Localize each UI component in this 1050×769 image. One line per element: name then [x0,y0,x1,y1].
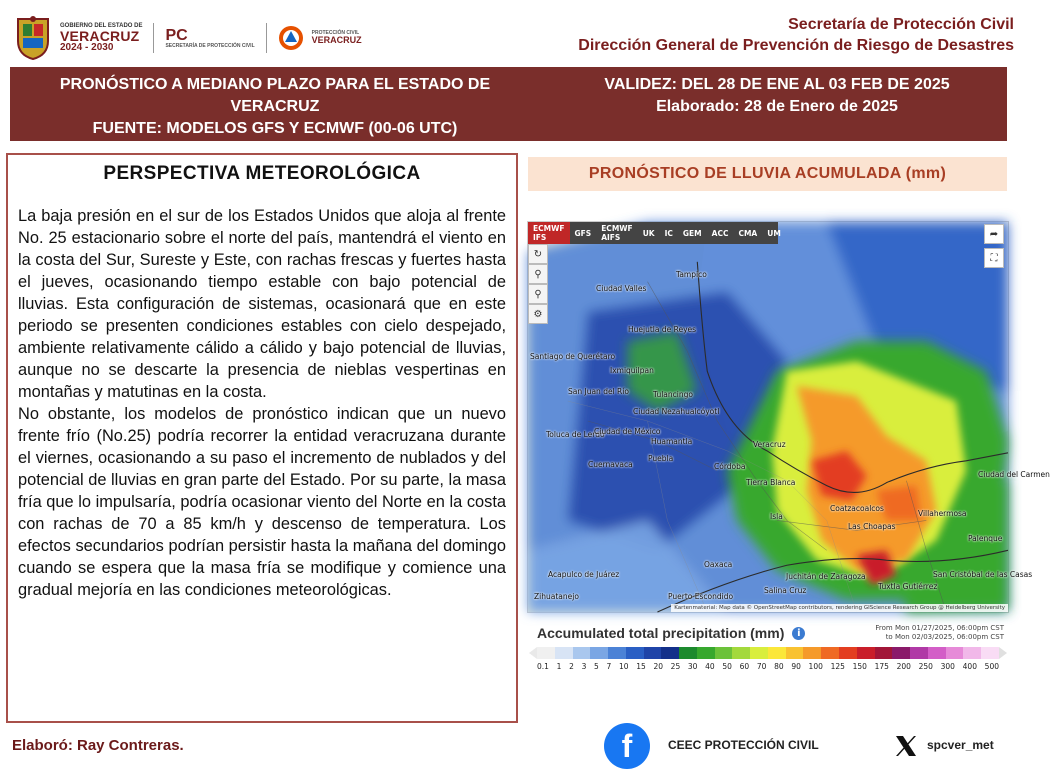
legend-color-cell [786,647,804,659]
legend-color-cell [803,647,821,659]
legend-tick-label: 400 [962,662,977,671]
legend-color-cell [590,647,608,659]
legend-tick-label: 3 [581,662,587,671]
legend-tick-label: 15 [636,662,646,671]
civil-protection-logo [312,31,362,45]
logo-divider [153,23,154,53]
legend-tick-label: 20 [653,662,663,671]
legend-arrow-right [999,647,1007,659]
forecast-elaborated-date: Elaborado: 28 de Enero de 2025 [656,98,898,115]
city-label: Huejutla de Reyes [628,325,697,334]
forecast-source: FUENTE: MODELOS GFS Y ECMWF (00-06 UTC) [92,120,458,137]
perspective-paragraph: No obstante, los modelos de pronóstico indican que un nuevo frente frío (No.25) podría recorrer la entidad veracruzana durante el viernes, ocasionando a su paso el incremento de nublados y del potencial de lluvias en gran parte del Estado. Por su parte, la masa fría que lo impulsaría, podría ocasionar viento del Norte en la costa con rachas de 70 a 85 km/h y descenso de temperatura. Los efectos secundarios podrían persistir hasta la mañana del domingo cuando se espera que la masa fría se modifique y comience una gradual mejoría en las condiciones meteorológicas. [18,405,506,599]
tab-ecmwf-ifs[interactable]: ECMWF IFS [528,222,570,244]
legend-tick-label: 7 [606,662,612,671]
legend-color-cell [946,647,964,659]
legend-color-cell [910,647,928,659]
legend-color-cell [821,647,839,659]
government-label: GOBIERNO DEL ESTADO DE [60,23,143,29]
city-label: Veracruz [753,440,786,449]
forecast-title: PRONÓSTICO A MEDIANO PLAZO PARA EL ESTADO DE VERACRUZ [59,76,491,115]
legend-color-cell [661,647,679,659]
legend-color-cell [537,647,555,659]
tab-gfs[interactable]: GFS [574,228,592,238]
city-label: Acapulco de Juárez [548,570,620,579]
legend-color-cell [715,647,733,659]
city-label: San Juan del Río [568,387,629,396]
refresh-icon[interactable]: ↻ [528,244,548,264]
tab-ic[interactable]: IC [664,228,673,238]
legend-color-cell [768,647,786,659]
legend-ticks [537,662,999,671]
tab-acc[interactable]: ACC [711,228,729,238]
logo-divider [266,23,267,53]
perspective-paragraph: La baja presión en el sur de los Estados Unidos que aloja al frente No. 25 estacionario sobre el norte del país, mantendrá el viento en la costa del Sur, Sureste y Este, con rachas frescas y fuertes hasta el jueves, ocasionando tiempo estable con bajo potencial de lluvias. Esta configuración de sistemas, ocasionará que en este periodo se presenten condiciones estables con cielo despejado, ambiente relativamente cálido a cálido y bajo potencial de lluvias, aunque no se descarte la presencia de nieblas vespertinas en montañas y matutinas en la costa. [18,207,506,401]
legend-color-cell [963,647,981,659]
city-label: Las Choapas [848,522,896,531]
city-label: Juchitán de Zaragoza [786,572,866,581]
tab-cma[interactable]: CMA [738,228,758,238]
header-logos [14,12,362,64]
legend-tick-label: 300 [940,662,955,671]
legend-dates [875,624,1004,642]
rain-forecast-title: PRONÓSTICO DE LLUVIA ACUMULADA (mm) [528,157,1007,191]
city-label: Coatzacoalcos [830,504,884,513]
banner-right [557,74,997,118]
city-label: Ciudad Nezahualcóyotl [633,407,720,416]
legend-tick-label: 0.1 [537,662,549,671]
legend-tick-label: 250 [918,662,933,671]
forecast-banner [10,67,1007,141]
tab-ecmwf-aifs[interactable]: ECMWF AIFS [601,224,633,242]
legend-tick-label: 25 [670,662,681,671]
legend-tick-label: 5 [594,662,599,671]
legend-tick-label: 60 [739,662,750,671]
legend-tick-label: 2 [569,662,574,671]
legend-color-cell [981,647,999,659]
legend-tick-label: 90 [791,662,801,671]
pc-logo [165,28,254,49]
legend-color-cell [555,647,573,659]
legend-color-cell [732,647,750,659]
city-label: Tampico [676,270,707,279]
city-label: Puebla [648,454,674,463]
city-label: Toluca de Lerdo [546,430,605,439]
city-label: Oaxaca [704,560,733,569]
pc-acronym: PC [165,26,188,44]
civil-protection-emblem-icon [278,25,304,51]
legend-tick-label: 175 [874,662,889,671]
city-label: Córdoba [714,462,746,471]
author-credit: Elaboró: Ray Contreras. [12,737,184,754]
legend-tick-label: 100 [808,662,823,671]
legend-color-cell [697,647,715,659]
facebook-icon[interactable]: f [604,723,650,769]
city-label: Villahermosa [918,509,967,518]
city-label: Cuernavaca [588,460,633,469]
legend-to: to Mon 02/03/2025, 06:00pm CST [885,633,1004,641]
share-icon[interactable]: ➦ [984,224,1004,244]
organization-heading [578,14,1014,56]
legend-tick-label: 50 [722,662,732,671]
city-label: Isla [770,512,783,521]
precipitation-map-graphic [528,222,1008,612]
legend-tick-label: 30 [687,662,698,671]
organization-directorate: Dirección General de Prevención de Riesgo de Desastres [578,37,1014,54]
forecast-validity: VALIDEZ: DEL 28 DE ENE AL 03 FEB DE 2025 [604,76,950,93]
legend-color-cell [928,647,946,659]
legend-title [537,625,805,641]
legend-tick-label: 125 [830,662,845,671]
city-label: San Cristóbal de las Casas [933,570,1033,579]
legend-from: From Mon 01/27/2025, 06:00pm CST [875,624,1004,632]
legend-color-cell [892,647,910,659]
legend-tick-label: 70 [756,662,767,671]
city-label: Puerto Escondido [668,592,734,601]
state-name: VERACRUZ [60,28,140,44]
legend-title-text: Accumulated total precipitation (mm) [537,625,785,641]
map-attribution: Kartenmaterial: Map data © OpenStreetMap contributors, rendering GIScience Research Group @ Heidelberg University [671,604,1008,612]
legend-color-cell [608,647,626,659]
info-icon[interactable]: i [792,627,805,640]
legend-color-cell [573,647,591,659]
city-label: Tierra Blanca [746,478,796,487]
legend-tick-label: 500 [984,662,999,671]
legend-color-cell [626,647,644,659]
legend-tick-label: 150 [852,662,867,671]
civil-protection-label: PROTECCIÓN CIVIL [311,30,360,36]
government-years: 2024 - 2030 [60,42,114,53]
legend-color-cell [644,647,662,659]
city-label: Zihuatanejo [534,592,579,601]
legend-tick-label: 40 [705,662,715,671]
city-label: Santiago de Querétaro [530,352,616,361]
map-tools-right [984,224,1004,268]
legend-color-cell [875,647,893,659]
map-tools [528,244,548,324]
legend-arrow-left [529,647,537,659]
pc-secretariat: SECRETARÍA DE PROTECCIÓN CIVIL [165,42,255,49]
x-twitter-icon[interactable] [893,733,919,759]
legend-tick-label: 10 [618,662,629,671]
legend-color-cell [839,647,857,659]
legend-tick-label: 80 [774,662,784,671]
city-label: Salina Cruz [764,586,807,595]
facebook-label[interactable]: CEEC PROTECCIÓN CIVIL [668,738,819,752]
legend-tick-label: 1 [556,662,562,671]
settings-icon[interactable]: ⚙ [528,304,548,324]
tab-uk[interactable]: UK [642,228,655,238]
zoom-icon[interactable]: ⚲ [528,284,548,304]
city-label: Ciudad Valles [596,284,647,293]
perspective-text [18,205,506,601]
tab-gem[interactable]: GEM [682,228,702,238]
city-label: Ixmiquilpan [610,366,654,375]
legend-color-cell [750,647,768,659]
perspective-panel [6,153,518,723]
city-label: Tuxtla Gutiérrez [878,582,938,591]
legend-color-bar [529,647,1007,659]
model-tabs [528,222,781,244]
fullscreen-icon[interactable]: ⛶ [984,248,1004,268]
legend-color-cell [857,647,875,659]
perspective-title: PERSPECTIVA METEOROLÓGICA [103,163,421,184]
organization-secretariat: Secretaría de Protección Civil [788,16,1014,33]
government-logo [60,23,142,53]
legend-tick-label: 200 [896,662,911,671]
veracruz-coat-of-arms-icon [14,15,52,61]
legend-color-cell [679,647,697,659]
city-label: Ciudad del Carmen [978,470,1050,479]
city-label: Tulancingo [653,390,693,399]
civil-protection-state: VERACRUZ [311,35,362,45]
city-label: Palenque [968,534,1003,543]
x-handle[interactable]: spcver_met [927,738,994,752]
city-label: Huamantla [651,437,693,446]
city-label: Ciudad de México [594,427,661,436]
pin-icon[interactable]: ⚲ [528,264,548,284]
banner-left [20,74,530,140]
tab-um[interactable]: UM [767,228,781,238]
precipitation-map[interactable] [527,221,1050,613]
